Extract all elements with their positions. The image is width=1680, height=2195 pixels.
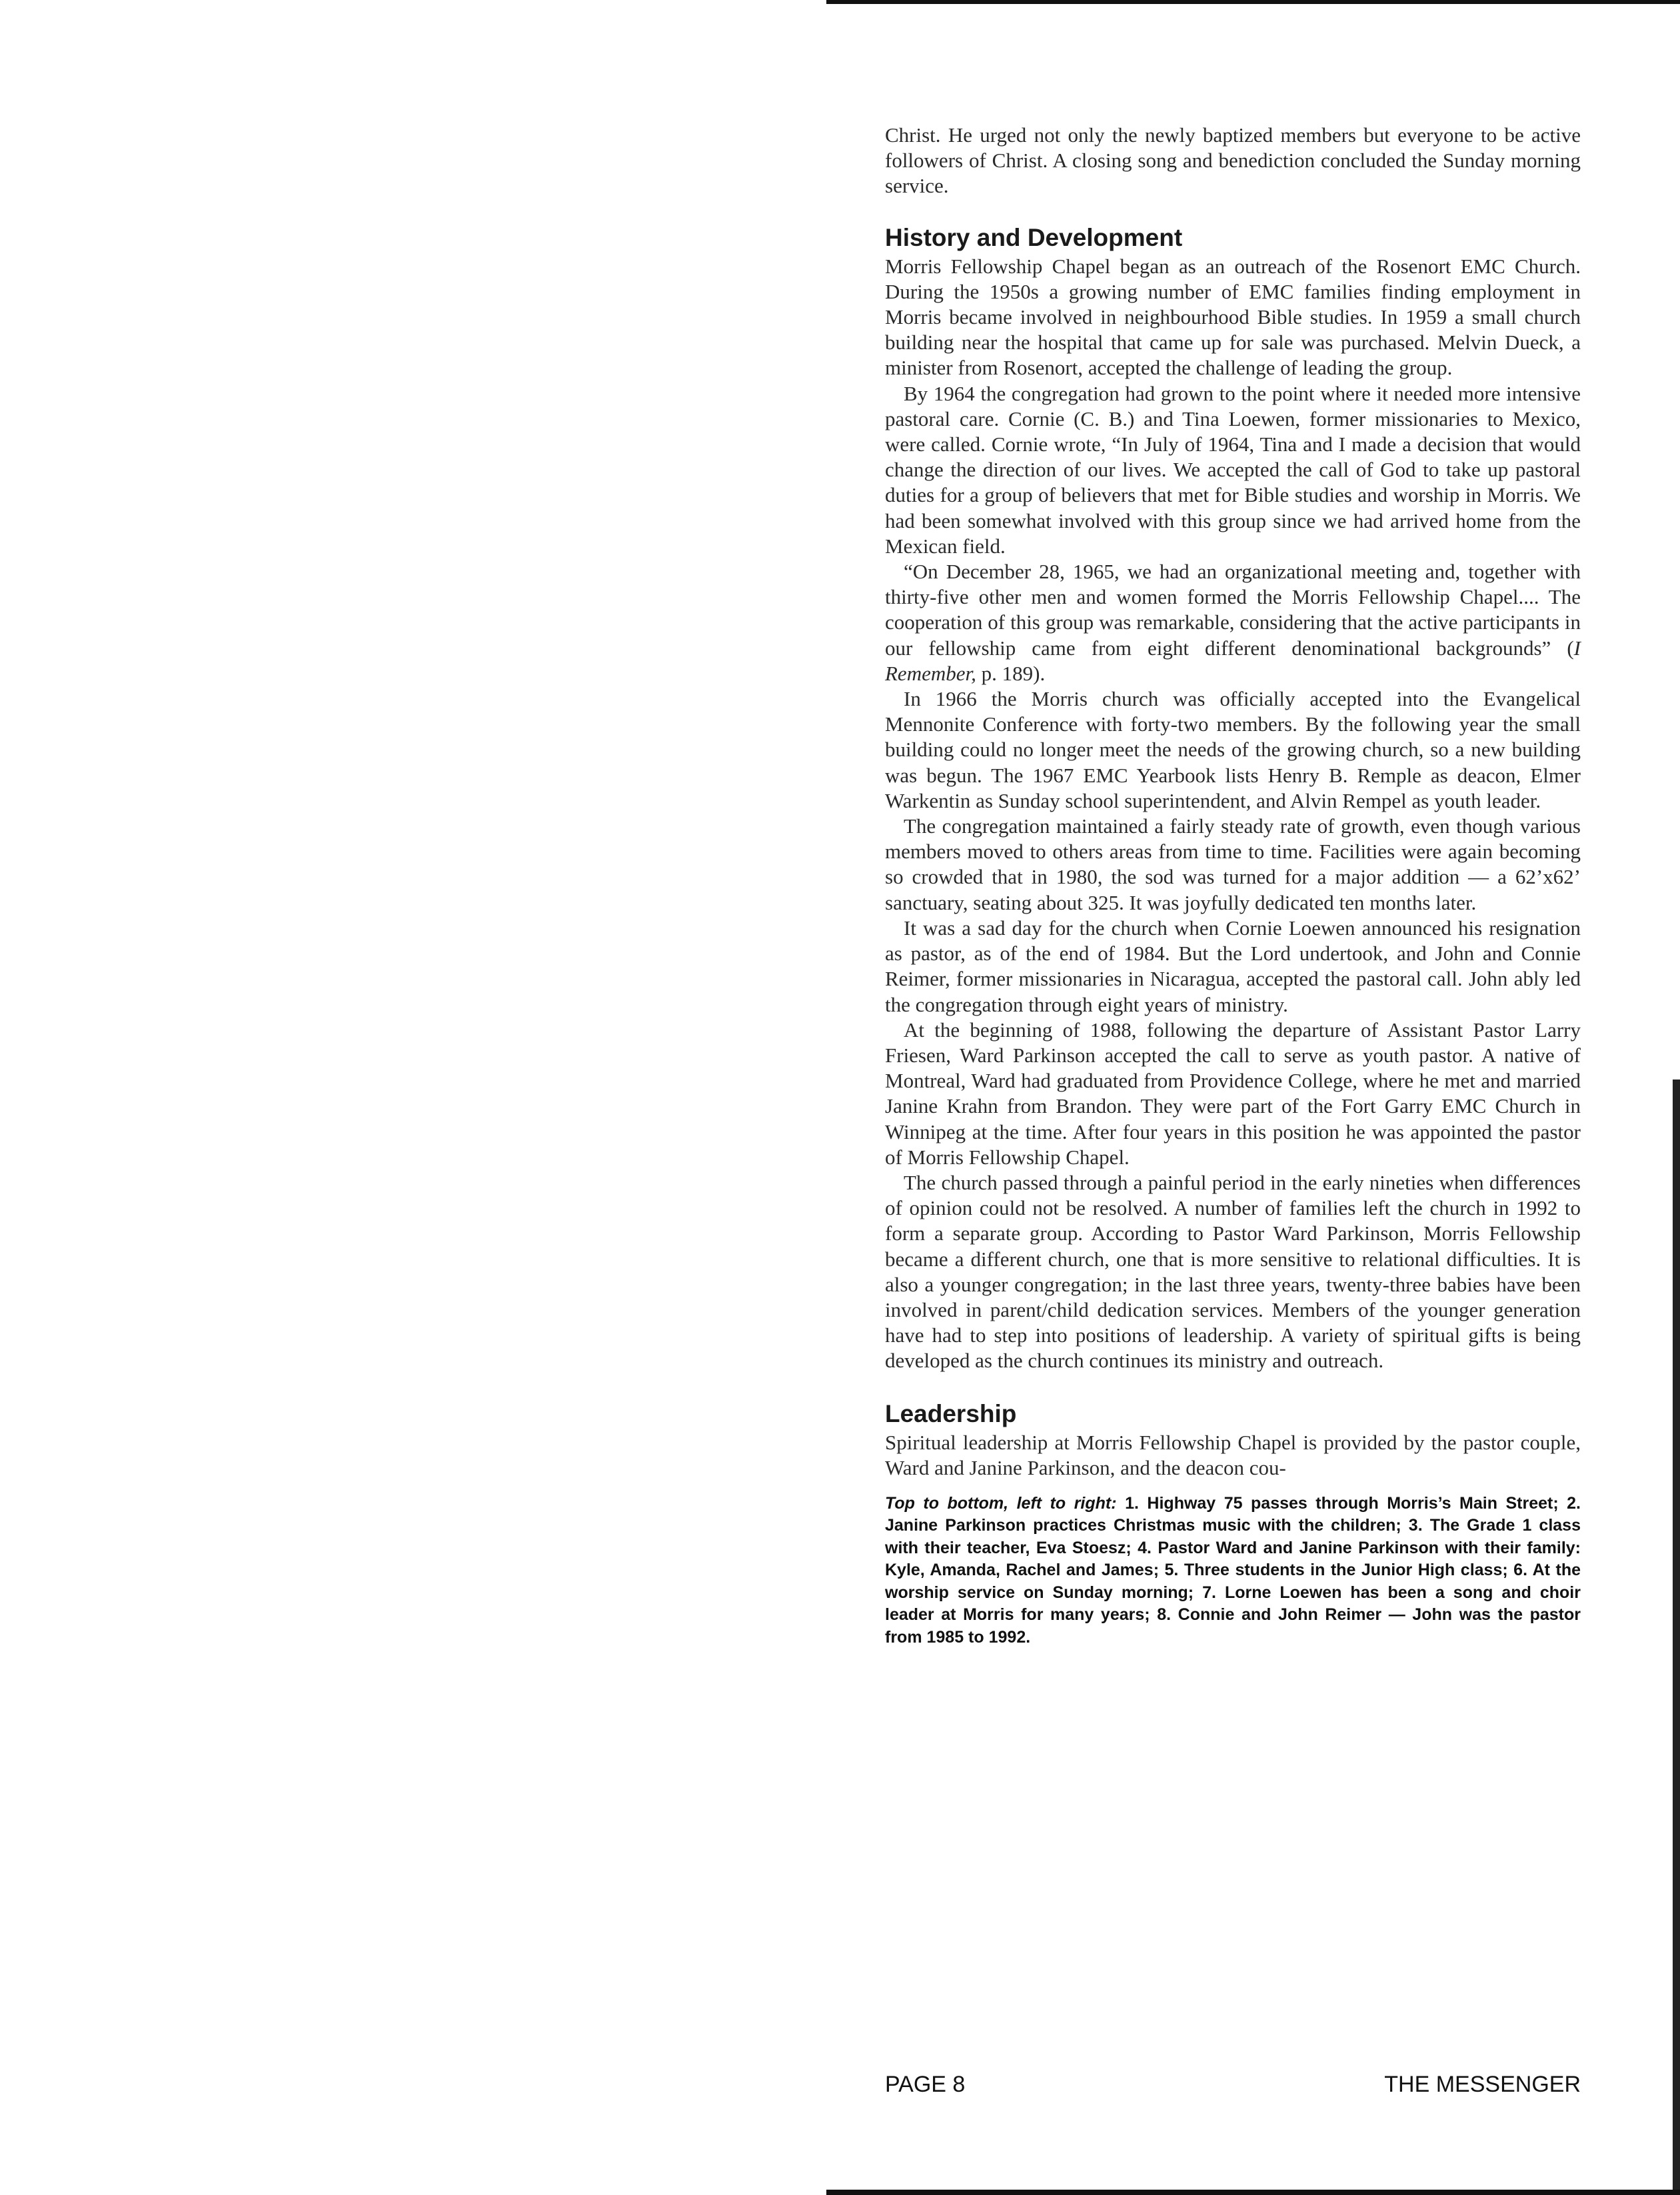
intro-paragraph: Christ. He urged not only the newly baptized members but everyone to be active followers of Christ. A closing song and benediction concluded the Sunday morning service. (885, 123, 1581, 198)
history-paragraph-5: The congregation maintained a fairly steady rate of growth, even though various members moved to others areas from time to time. Facilities were again becoming so crowded that in 1980, the sod was turned for a major addition — a 62’x62’ sanctuary, seating about 325. It was joyfully dedicated ten months later. (885, 814, 1581, 914)
history-paragraph-4: In 1966 the Morris church was officially accepted into the Evangelical Mennonite Conference with forty-two members. By the following year the small building could no longer meet the needs of the growing church, so a new building was begun. The 1967 EMC Yearbook lists Henry B. Remple as deacon, Elmer Warkentin as Sunday school superintendent, and Alvin Rempel as youth leader. (885, 687, 1581, 812)
publication-name: THE MESSENGER (1384, 2072, 1581, 2097)
section-heading-history: History and Development (885, 223, 1183, 251)
page-number: PAGE 8 (885, 2072, 966, 2097)
history-paragraph-3-text: “On December 28, 1965, we had an organizational meeting and, together with thirty-five other men and women formed the Morris Fellowship Chapel.... The cooperation of this group was remarkable, considering that the active participants in our fellowship came from eight different denominational backgrounds” (885, 560, 1581, 660)
citation-page: p. 189). (976, 661, 1046, 685)
caption-text: 1. Highway 75 passes through Morris’s Main Street; 2. Janine Parkinson practices Christmas music with the children; 3. The Grade 1 class with their teacher, Eva Stoesz; 4. Pastor Ward and Janine Parkinson with their family: Kyle, Amanda, Rachel and James; 5. Three students in the Junior High class; 6. At the worship service on Sunday morning; 7. Lorne Loewen has been a song and choir leader at Morris for many years; 8. Connie and John Reimer — John was the pastor from 1985 to 1992. (885, 1493, 1581, 1647)
bottom-border-rule (826, 2190, 1680, 2195)
page-edge-shadow (1673, 1080, 1680, 2195)
history-paragraph-3: “On December 28, 1965, we had an organizational meeting and, together with thirty-five other men and women formed the Morris Fellowship Chapel.... The cooperation of this group was remarkable, considering that the active participants in our fellowship came from eight different denominational backgrounds” (I Remember, p. 189). (885, 560, 1581, 685)
history-paragraph-7: At the beginning of 1988, following the departure of Assistant Pastor Larry Friesen, Ward Parkinson accepted the call to serve as youth pastor. A native of Montreal, Ward had graduated from Providence College, where he met and married Janine Krahn from Brandon. They were part of the Fort Garry EMC Church in Winnipeg at the time. After four years in this position he was appointed the pastor of Morris Fellowship Chapel. (885, 1018, 1581, 1169)
history-paragraph-1: Morris Fellowship Chapel began as an outreach of the Rosenort EMC Church. During the 1950s a growing number of EMC families finding employment in Morris became involved in neighbourhood Bible studies. In 1959 a small church building near the hospital that came up for sale was purchased. Melvin Dueck, a minister from Rosenort, accepted the challenge of leading the group. (885, 254, 1581, 380)
photo-caption (885, 1493, 1581, 1649)
history-paragraph-8: The church passed through a painful period in the early nineties when differences of opinion could not be resolved. A number of families left the church in 1992 to form a separate group. According to Pastor Ward Parkinson, Morris Fellowship became a different church, one that is more sensitive to relational difficulties. It is also a younger congregation; in the last three years, twenty-three babies have been involved in parent/child dedication services. Members of the younger generation have had to step into positions of leadership. A variety of spiritual gifts is being developed as the church continues its ministry and outreach. (885, 1170, 1581, 1373)
citation-title: I Remember, (885, 636, 1581, 685)
caption-lead: Top to bottom, left to right: (885, 1493, 1117, 1513)
leadership-paragraph: Spiritual leadership at Morris Fellowship Chapel is provided by the pastor couple, Ward and Janine Parkinson, and the deacon cou- (885, 1430, 1581, 1479)
history-paragraph-2: By 1964 the congregation had grown to the point where it needed more intensive pastoral care. Cornie (C. B.) and Tina Loewen, former missionaries to Mexico, were called. Cornie wrote, “In July of 1964, Tina and I made a decision that would change the direction of our lives. We accepted the call of God to take up pastoral duties for a group of believers that met for Bible studies and worship in Morris. We had been somewhat involved with this group since we had arrived home from the Mexican field. (885, 381, 1581, 558)
history-paragraph-6: It was a sad day for the church when Cornie Loewen announced his resignation as pastor, as of the end of 1984. But the Lord undertook, and John and Connie Reimer, former missionaries in Nicaragua, accepted the pastoral call. John ably led the congregation through eight years of ministry. (885, 916, 1581, 1016)
top-border-rule (826, 0, 1680, 4)
page-footer (885, 2071, 1581, 2098)
article-column (885, 123, 1581, 1649)
section-heading-leadership: Leadership (885, 1399, 1017, 1427)
